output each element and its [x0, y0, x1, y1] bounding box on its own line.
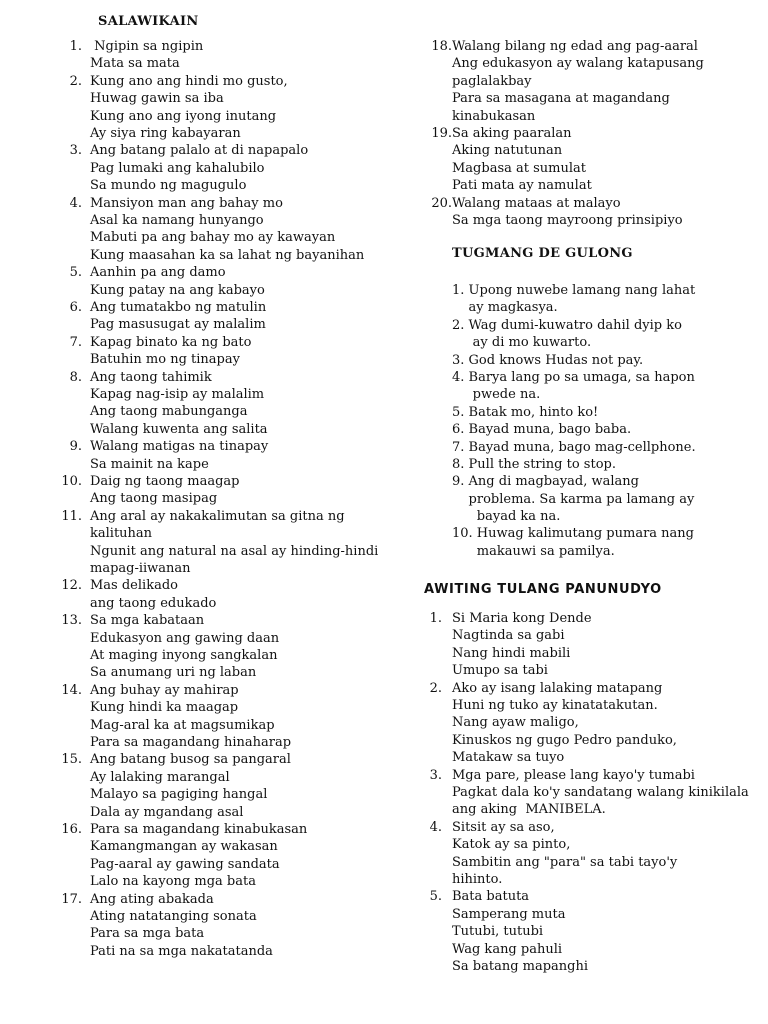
item-number: 6. [69, 300, 82, 315]
item-line: Daig ng taong maagap [90, 474, 240, 489]
item-line: Sa anumang uri ng laban [90, 665, 257, 681]
item-line: Para sa masagana at magandang [452, 91, 670, 107]
item-line: Pati na sa mga nakatatanda [90, 943, 273, 959]
list-item [0, 369, 400, 439]
list-item [0, 821, 400, 891]
item-number: 19. [431, 126, 452, 141]
list-item [410, 38, 768, 125]
list-item [410, 610, 768, 680]
item-number: 11. [61, 508, 82, 524]
item-line: Para sa magandang hinaharap [90, 734, 292, 750]
list-item [0, 142, 400, 194]
item-line: Ang buhay ay mahirap [90, 682, 239, 698]
item-line: Sa mga taong mayroong prinsipiyo [452, 212, 683, 228]
item-line: Ating natatanging sonata [90, 908, 257, 924]
tugmang-line: 10. Huwag kalimutang pumara nang [452, 526, 694, 542]
item-line: Si Maria kong Dende [452, 611, 592, 626]
list-item [410, 680, 768, 767]
tugmang-line: makauwi sa pamilya. [452, 543, 615, 559]
item-number: 10. [61, 474, 82, 489]
item-number: 15. [61, 752, 82, 768]
item-line: Nagtinda sa gabi [452, 628, 565, 644]
item-line: Sa mga kabataan [90, 613, 205, 629]
list-item [0, 38, 400, 73]
item-line: Tutubi, tutubi [452, 924, 544, 940]
item-number: 3. [69, 143, 82, 159]
item-line: Ay siya ring kabayaran [90, 125, 241, 141]
list-item [410, 195, 768, 230]
item-line: Ang tumatakbo ng matulin [90, 300, 267, 315]
item-line: Huwag gawin sa iba [90, 91, 224, 107]
item-line: Batuhin mo ng tinapay [90, 352, 240, 368]
item-line: Kung ano ang hindi mo gusto, [90, 73, 288, 89]
item-line: Matakaw sa tuyo [452, 750, 565, 766]
list-item [0, 299, 400, 334]
item-line: Walang mataas at malayo [452, 195, 621, 211]
list-item [0, 438, 400, 473]
item-line: Bata batuta [452, 889, 530, 905]
tugmang-line: 5. Batak mo, hinto ko! [452, 404, 599, 420]
item-line: Mas delikado [90, 578, 178, 594]
item-line: Mansiyon man ang bahay mo [90, 195, 283, 211]
item-line: Ako ay isang lalaking matapang [452, 680, 663, 696]
item-line: ang aking MANIBELA. [452, 802, 606, 818]
item-number: 7. [69, 334, 82, 350]
item-line: Kinuskos ng gugo Pedro panduko, [452, 732, 677, 748]
item-number: 8. [69, 369, 82, 385]
item-line: Ang edukasyon ay walang katapusang [452, 56, 704, 72]
item-number: 2. [429, 680, 442, 696]
list-item [0, 73, 400, 143]
item-line: Walang kuwenta ang salita [90, 421, 268, 437]
tugmang-line: 2. Wag dumi-kuwatro dahil dyip ko [452, 317, 682, 333]
item-line: Huni ng tuko ay kinatatakutan. [452, 697, 658, 713]
item-line: Malayo sa pagiging hangal [90, 787, 268, 803]
item-line: Ang taong mabunganga [90, 404, 248, 420]
tugmang-line: 4. Barya lang po sa umaga, sa hapon [452, 369, 695, 385]
item-line: Sa aking paaralan [452, 126, 572, 141]
item-line: Sambitin ang "para" sa tabi tayo'y [452, 854, 678, 870]
item-line: Ang ating abakada [90, 891, 214, 907]
item-line: Dala ay mgandang asal [90, 804, 244, 820]
item-line: Sitsit ay sa aso, [452, 819, 555, 835]
tugmang-line: 7. Bayad muna, bago mag-cellphone. [452, 439, 696, 455]
item-line: Ay lalaking marangal [90, 769, 230, 785]
item-line: Ang aral ay nakakalimutan sa gitna ng [90, 508, 345, 524]
list-item [0, 334, 400, 369]
item-line: Aanhin pa ang damo [90, 265, 226, 281]
item-line: Ang taong masipag [90, 491, 218, 507]
list-item [0, 473, 400, 508]
item-line: Ang batang busog sa pangaral [90, 752, 291, 768]
item-line: kalituhan [90, 526, 153, 542]
item-number: 16. [61, 822, 82, 837]
item-number: 1. [429, 611, 442, 626]
item-line: Kung ano ang iyong inutang [90, 108, 277, 124]
item-line: Pag-aaral ay gawing sandata [90, 856, 280, 872]
list-item [0, 195, 400, 265]
item-line: Sa batang mapanghi [452, 958, 589, 974]
list-item [410, 767, 768, 819]
item-line: Edukasyon ang gawing daan [90, 630, 280, 646]
item-line: Kung maasahan ka sa lahat ng bayanihan [90, 247, 365, 263]
tugmang-line: ay magkasya. [452, 300, 558, 316]
item-line: Ngipin sa ngipin [90, 39, 204, 54]
item-line: Mga pare, please lang kayo'y tumabi [452, 767, 695, 783]
tugmang-line: ay di mo kuwarto. [452, 335, 592, 351]
item-line: kinabukasan [452, 108, 536, 124]
item-line: paglalakbay [452, 73, 532, 89]
item-line: Pag lumaki ang kahalubilo [90, 160, 265, 176]
item-line: Ngunit ang natural na asal ay hinding-hindi [90, 543, 379, 559]
item-line: Para sa mga bata [90, 926, 205, 942]
tugmang-list [452, 282, 696, 560]
list-item [0, 508, 400, 578]
tugmang-line: problema. Sa karma pa lamang ay [452, 491, 695, 507]
item-number: 9. [69, 439, 82, 455]
item-number: 3. [429, 767, 442, 783]
item-line: Asal ka namang hunyango [90, 212, 264, 228]
item-line: Pagkat dala ko'y sandatang walang kinikilala [452, 784, 749, 800]
item-line: Nang ayaw maligo, [452, 715, 579, 731]
item-number: 20. [431, 195, 452, 211]
salawikain-title: SALAWIKAIN [98, 14, 199, 29]
item-number: 14. [61, 682, 82, 698]
item-line: Mata sa mata [90, 56, 180, 72]
tugmang-line: 1. Upong nuwebe lamang nang lahat [452, 283, 696, 298]
item-line: Wag kang pahuli [452, 941, 563, 957]
item-number: 12. [61, 578, 82, 594]
item-line: Aking natutunan [452, 143, 563, 159]
list-item [0, 751, 400, 821]
item-line: Kamangmangan ay wakasan [90, 839, 278, 855]
item-line: Mabuti pa ang bahay mo ay kawayan [90, 230, 336, 246]
list-item [410, 888, 768, 975]
item-line: At maging inyong sangkalan [90, 647, 278, 663]
item-number: 2. [69, 73, 82, 89]
item-line: Para sa magandang kinabukasan [90, 822, 308, 837]
item-number: 1. [69, 39, 82, 54]
item-number: 17. [61, 891, 82, 907]
list-item [0, 264, 400, 299]
item-number: 13. [61, 613, 82, 629]
item-line: Katok ay sa pinto, [452, 837, 571, 853]
tugmang-line: bayad ka na. [452, 509, 561, 525]
list-item [410, 819, 768, 889]
item-line: Sa mainit na kape [90, 456, 209, 472]
item-line: Kapag binato ka ng bato [90, 334, 252, 350]
item-line: Kung patay na ang kabayo [90, 282, 265, 298]
item-line: Samperang muta [452, 906, 566, 922]
item-line: Pati mata ay namulat [452, 178, 592, 194]
item-line: mapag-iiwanan [90, 560, 191, 576]
list-item [0, 612, 400, 682]
list-item [0, 891, 400, 961]
tugmang-line: pwede na. [452, 387, 541, 403]
item-line: Kapag nag-isip ay malalim [90, 386, 265, 402]
item-line: Walang matigas na tinapay [90, 439, 269, 455]
tugmang-line: 3. God knows Hudas not pay. [452, 352, 644, 368]
item-line: ang taong edukado [90, 595, 217, 611]
item-line: Nang hindi mabili [452, 645, 571, 661]
tugmang-title: TUGMANG DE GULONG [452, 246, 633, 261]
item-line: Mag-aral ka at magsumikap [90, 717, 275, 733]
item-number: 18. [431, 39, 452, 54]
item-line: Ang batang palalo at di napapalo [90, 143, 309, 159]
item-line: Lalo na kayong mga bata [90, 874, 256, 890]
item-number: 5. [69, 265, 82, 281]
item-line: Sa mundo ng magugulo [90, 178, 247, 194]
tugmang-line: 9. Ang di magbayad, walang [452, 474, 639, 490]
item-line: hihinto. [452, 871, 503, 887]
tugmang-line: 8. Pull the string to stop. [452, 456, 616, 472]
list-item [0, 577, 400, 612]
item-line: Umupo sa tabi [452, 663, 548, 679]
item-line: Pag masusugat ay malalim [90, 317, 266, 333]
item-line: Walang bilang ng edad ang pag-aaral [452, 39, 698, 54]
item-number: 5. [429, 889, 442, 905]
awiting-title: AWITING TULANG PANUNUDYO [424, 582, 662, 597]
item-line: Magbasa at sumulat [452, 160, 586, 176]
list-item [410, 125, 768, 195]
list-item [0, 682, 400, 752]
tugmang-line: 6. Bayad muna, bago baba. [452, 422, 632, 438]
item-number: 4. [429, 819, 442, 835]
item-line: Ang taong tahimik [90, 369, 212, 385]
item-line: Kung hindi ka maagap [90, 700, 239, 716]
item-number: 4. [69, 195, 82, 211]
